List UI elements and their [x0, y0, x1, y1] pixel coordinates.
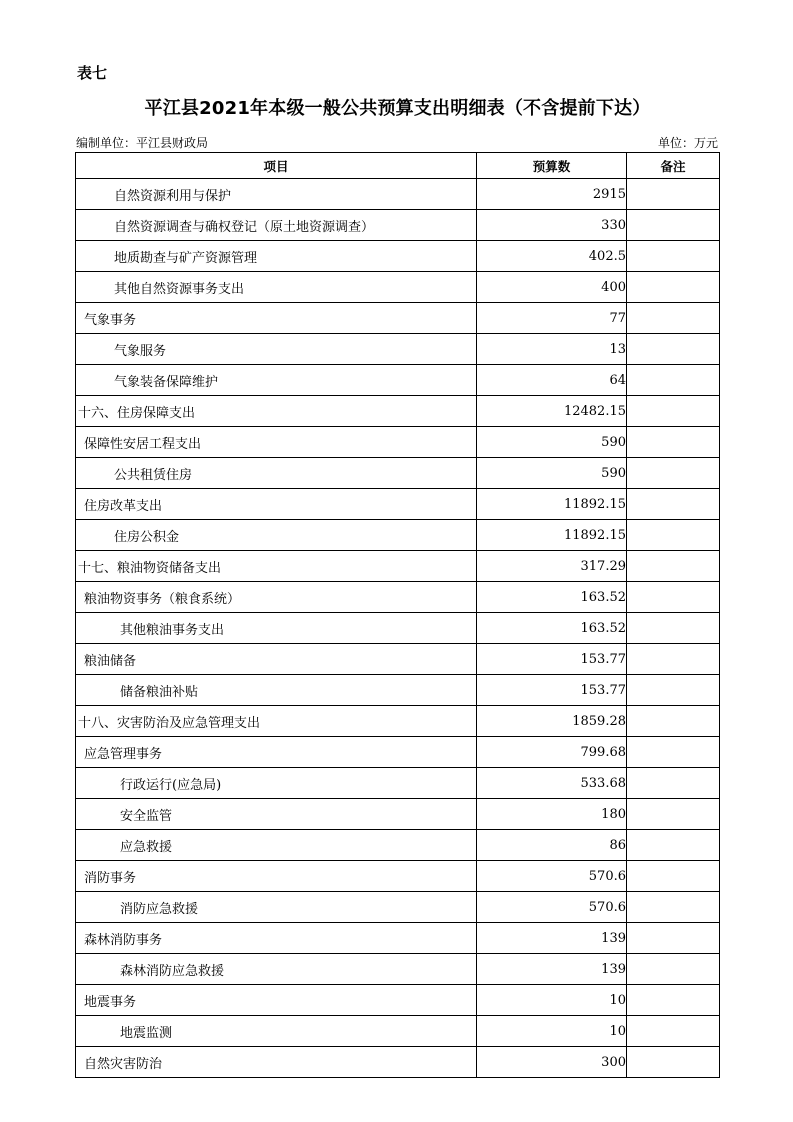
row-note — [627, 892, 720, 923]
row-note — [627, 830, 720, 861]
row-note — [627, 458, 720, 489]
row-note — [627, 303, 720, 334]
row-budget-amount: 590 — [477, 427, 627, 458]
row-budget-amount: 590 — [477, 458, 627, 489]
table-row — [76, 1047, 720, 1078]
row-item-name: 粮油物资事务（粮食系统） — [76, 582, 477, 613]
row-item-name: 气象服务 — [76, 334, 477, 365]
table-row — [76, 706, 720, 737]
row-budget-amount: 86 — [477, 830, 627, 861]
table-row — [76, 799, 720, 830]
table-row — [76, 861, 720, 892]
row-item-name: 地震监测 — [76, 1016, 477, 1047]
row-budget-amount: 317.29 — [477, 551, 627, 582]
table-row — [76, 923, 720, 954]
row-note — [627, 644, 720, 675]
row-item-name: 储备粮油补贴 — [76, 675, 477, 706]
table-row — [76, 241, 720, 272]
row-note — [627, 768, 720, 799]
row-note — [627, 985, 720, 1016]
row-budget-amount: 1859.28 — [477, 706, 627, 737]
row-note — [627, 427, 720, 458]
header-budget: 预算数 — [477, 153, 627, 179]
table-row — [76, 985, 720, 1016]
row-note — [627, 613, 720, 644]
currency-unit: 单位：万元 — [657, 136, 718, 150]
table-row — [76, 954, 720, 985]
row-item-name: 其他自然资源事务支出 — [76, 272, 477, 303]
row-note — [627, 675, 720, 706]
row-item-name: 十七、粮油物资储备支出 — [76, 551, 477, 582]
table-row — [76, 365, 720, 396]
row-item-name: 自然资源利用与保护 — [76, 179, 477, 210]
row-budget-amount: 533.68 — [477, 768, 627, 799]
row-item-name: 气象装备保障维护 — [76, 365, 477, 396]
table-row — [76, 892, 720, 923]
row-budget-amount: 10 — [477, 985, 627, 1016]
table-row — [76, 458, 720, 489]
row-item-name: 保障性安居工程支出 — [76, 427, 477, 458]
table-row — [76, 520, 720, 551]
row-budget-amount: 163.52 — [477, 582, 627, 613]
row-note — [627, 582, 720, 613]
row-item-name: 其他粮油事务支出 — [76, 613, 477, 644]
table-row — [76, 737, 720, 768]
row-budget-amount: 180 — [477, 799, 627, 830]
row-budget-amount: 570.6 — [477, 892, 627, 923]
page-title: 平江县2021年本级一般公共预算支出明细表（不含提前下达） — [144, 98, 651, 119]
row-budget-amount: 11892.15 — [477, 489, 627, 520]
row-item-name: 森林消防应急救援 — [76, 954, 477, 985]
row-note — [627, 954, 720, 985]
row-note — [627, 551, 720, 582]
row-budget-amount: 799.68 — [477, 737, 627, 768]
table-body — [76, 179, 720, 1078]
row-budget-amount: 10 — [477, 1016, 627, 1047]
table-row — [76, 427, 720, 458]
row-budget-amount: 12482.15 — [477, 396, 627, 427]
row-note — [627, 396, 720, 427]
row-budget-amount: 400 — [477, 272, 627, 303]
row-item-name: 消防事务 — [76, 861, 477, 892]
row-note — [627, 334, 720, 365]
row-budget-amount: 402.5 — [477, 241, 627, 272]
table-row — [76, 272, 720, 303]
table-row — [76, 303, 720, 334]
row-budget-amount: 11892.15 — [477, 520, 627, 551]
table-row — [76, 179, 720, 210]
row-budget-amount: 77 — [477, 303, 627, 334]
row-note — [627, 1016, 720, 1047]
table-row — [76, 210, 720, 241]
row-item-name: 十六、住房保障支出 — [76, 396, 477, 427]
row-note — [627, 210, 720, 241]
table-row — [76, 613, 720, 644]
table-header-row — [76, 153, 720, 179]
table-row — [76, 675, 720, 706]
row-budget-amount: 153.77 — [477, 644, 627, 675]
row-budget-amount: 153.77 — [477, 675, 627, 706]
table-row — [76, 334, 720, 365]
row-note — [627, 179, 720, 210]
row-budget-amount: 13 — [477, 334, 627, 365]
row-item-name: 应急救援 — [76, 830, 477, 861]
row-item-name: 消防应急救援 — [76, 892, 477, 923]
row-item-name: 住房改革支出 — [76, 489, 477, 520]
row-item-name: 公共租赁住房 — [76, 458, 477, 489]
row-item-name: 森林消防事务 — [76, 923, 477, 954]
row-budget-amount: 570.6 — [477, 861, 627, 892]
row-note — [627, 799, 720, 830]
row-note — [627, 272, 720, 303]
row-item-name: 十八、灾害防治及应急管理支出 — [76, 706, 477, 737]
table-row — [76, 644, 720, 675]
row-budget-amount: 163.52 — [477, 613, 627, 644]
table-row — [76, 489, 720, 520]
table-number: 表七 — [77, 64, 108, 82]
row-item-name: 行政运行(应急局) — [76, 768, 477, 799]
row-item-name: 自然灾害防治 — [76, 1047, 477, 1078]
row-note — [627, 1047, 720, 1078]
row-item-name: 粮油储备 — [76, 644, 477, 675]
row-budget-amount: 139 — [477, 954, 627, 985]
header-item: 项目 — [76, 153, 477, 179]
row-budget-amount: 300 — [477, 1047, 627, 1078]
compiling-unit: 编制单位：平江县财政局 — [76, 136, 209, 150]
row-item-name: 安全监管 — [76, 799, 477, 830]
row-note — [627, 737, 720, 768]
row-note — [627, 365, 720, 396]
row-note — [627, 489, 720, 520]
table-row — [76, 582, 720, 613]
row-note — [627, 923, 720, 954]
row-note — [627, 706, 720, 737]
row-budget-amount: 139 — [477, 923, 627, 954]
table-row — [76, 1016, 720, 1047]
row-item-name: 地震事务 — [76, 985, 477, 1016]
budget-table — [75, 152, 720, 1078]
row-budget-amount: 64 — [477, 365, 627, 396]
row-item-name: 自然资源调查与确权登记（原土地资源调查） — [76, 210, 477, 241]
row-item-name: 应急管理事务 — [76, 737, 477, 768]
row-item-name: 住房公积金 — [76, 520, 477, 551]
table-row — [76, 551, 720, 582]
row-note — [627, 241, 720, 272]
row-budget-amount: 2915 — [477, 179, 627, 210]
table-row — [76, 396, 720, 427]
table-row — [76, 830, 720, 861]
row-item-name: 气象事务 — [76, 303, 477, 334]
row-note — [627, 861, 720, 892]
row-note — [627, 520, 720, 551]
row-item-name: 地质勘查与矿产资源管理 — [76, 241, 477, 272]
table-row — [76, 768, 720, 799]
row-budget-amount: 330 — [477, 210, 627, 241]
header-note: 备注 — [627, 153, 720, 179]
